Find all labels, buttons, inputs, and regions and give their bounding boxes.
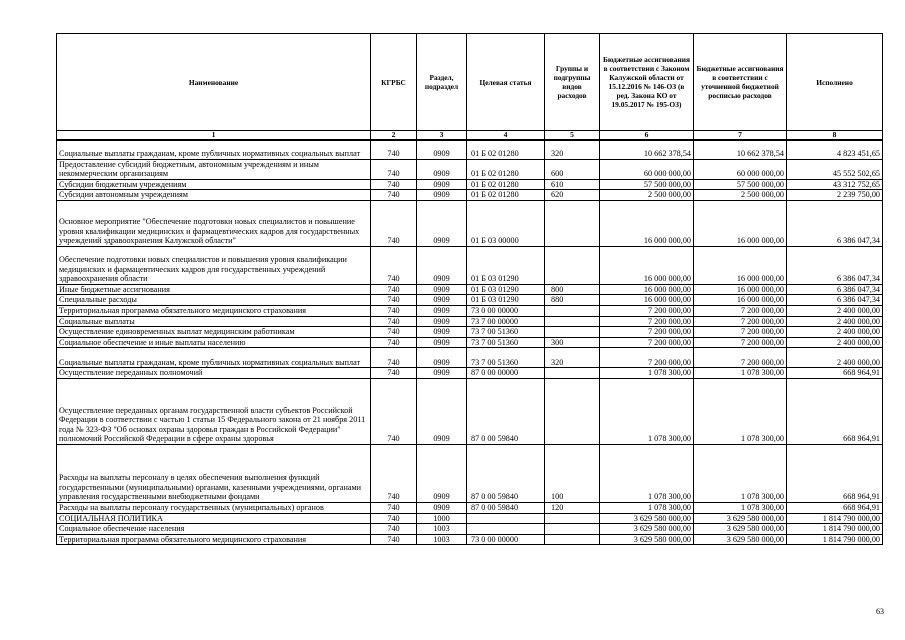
row-name: СОЦИАЛЬНАЯ ПОЛИТИКА [57,513,371,524]
row-section: 0909 [417,445,467,503]
row-name: Социальные выплаты [57,316,371,327]
row-section: 0909 [417,306,467,317]
row-budget-list: 16 000 000,00 [694,284,787,295]
row-kgrbs: 740 [371,246,417,284]
row-target: 01 Б 03 01290 [467,246,545,284]
row-budget-list: 57 500 000,00 [694,179,787,190]
row-executed: 4 823 451,65 [787,140,883,159]
row-executed: 2 400 000,00 [787,316,883,327]
row-target: 01 Б 02 01280 [467,159,545,179]
header-target: Целевая статья [467,34,545,131]
row-budget-law: 1 078 300,00 [600,379,694,445]
column-number-row [57,131,883,141]
row-budget-list: 3 629 580 000,00 [694,524,787,535]
row-name: Социальное обеспечение и иные выплаты населению [57,337,371,348]
row-kgrbs: 740 [371,295,417,306]
header-budget-law: Бюджетные ассигнования в соответствии с Законом Калужской области от 15.12.2016 № 146-ОЗ (в ред. Закона КО от 19.05.2017 № 195-ОЗ) [600,34,694,131]
row-budget-law: 3 629 580 000,00 [600,524,694,535]
row-group [545,513,600,524]
row-name: Социальные выплаты гражданам, кроме публичных нормативных социальных выплат [57,140,371,159]
table-row [57,534,883,545]
table-row [57,140,883,159]
row-executed: 43 312 752,65 [787,179,883,190]
row-budget-law: 7 200 000,00 [600,337,694,348]
row-budget-list: 1 078 300,00 [694,503,787,514]
row-budget-law: 16 000 000,00 [600,295,694,306]
row-section: 0909 [417,348,467,368]
row-target: 01 Б 03 01290 [467,295,545,306]
row-section: 0909 [417,316,467,327]
row-budget-list: 7 200 000,00 [694,327,787,338]
row-section: 0909 [417,200,467,246]
row-name: Территориальная программа обязательного медицинского страхования [57,306,371,317]
row-target: 87 0 00 59840 [467,379,545,445]
row-budget-list: 7 200 000,00 [694,337,787,348]
row-kgrbs: 740 [371,140,417,159]
row-target: 87 0 00 00000 [467,368,545,379]
row-target: 01 Б 02 01280 [467,179,545,190]
row-budget-law: 16 000 000,00 [600,246,694,284]
row-target: 73 7 00 51360 [467,337,545,348]
table-row [57,284,883,295]
row-kgrbs: 740 [371,284,417,295]
column-number: 3 [417,131,467,141]
row-budget-law: 2 500 000,00 [600,190,694,201]
row-group: 100 [545,445,600,503]
row-budget-list: 7 200 000,00 [694,306,787,317]
row-kgrbs: 740 [371,534,417,545]
row-budget-law: 7 200 000,00 [600,327,694,338]
row-budget-list: 3 629 580 000,00 [694,534,787,545]
row-group [545,246,600,284]
row-executed: 1 814 790 000,00 [787,534,883,545]
row-group: 600 [545,159,600,179]
row-section: 0909 [417,140,467,159]
row-group [545,200,600,246]
budget-table-sheet [56,33,882,545]
row-executed: 1 814 790 000,00 [787,524,883,535]
row-kgrbs: 740 [371,348,417,368]
row-group [545,306,600,317]
row-name: Специальные расходы [57,295,371,306]
row-group [545,316,600,327]
table-row [57,159,883,179]
row-executed: 45 552 502,65 [787,159,883,179]
header-executed: Исполнено [787,34,883,131]
row-kgrbs: 740 [371,200,417,246]
row-kgrbs: 740 [371,159,417,179]
row-budget-law: 10 662 378,54 [600,140,694,159]
row-target: 87 0 00 59840 [467,503,545,514]
row-budget-list: 16 000 000,00 [694,246,787,284]
row-target: 01 Б 02 01280 [467,190,545,201]
row-group: 610 [545,179,600,190]
row-budget-law: 60 000 000,00 [600,159,694,179]
page-number: 63 [876,607,884,616]
table-row [57,316,883,327]
row-executed: 6 386 047,34 [787,246,883,284]
table-row [57,327,883,338]
row-name: Предоставление субсидий бюджетным, автономным учреждениям и иным некоммерческим организациям [57,159,371,179]
row-budget-law: 57 500 000,00 [600,179,694,190]
row-group: 320 [545,348,600,368]
row-target [467,513,545,524]
row-executed: 6 386 047,34 [787,295,883,306]
row-budget-list: 1 078 300,00 [694,445,787,503]
column-number: 6 [600,131,694,141]
budget-table [56,33,883,545]
row-name: Обеспечение подготовки новых специалистов и повышения уровня квалификации медицинских и фармацевтических кадров для государственных учреждений здравоохранения области [57,246,371,284]
row-group [545,534,600,545]
row-kgrbs: 740 [371,524,417,535]
row-group: 320 [545,140,600,159]
row-budget-law: 16 000 000,00 [600,284,694,295]
row-budget-law: 3 629 580 000,00 [600,534,694,545]
row-budget-list: 7 200 000,00 [694,316,787,327]
row-target: 01 Б 03 01290 [467,284,545,295]
row-section: 0909 [417,337,467,348]
row-section: 1003 [417,534,467,545]
row-budget-list: 10 662 378,54 [694,140,787,159]
row-budget-list: 2 500 000,00 [694,190,787,201]
row-budget-law: 1 078 300,00 [600,368,694,379]
column-number: 2 [371,131,417,141]
row-kgrbs: 740 [371,316,417,327]
row-target: 01 Б 03 00000 [467,200,545,246]
column-number: 1 [57,131,371,141]
table-row [57,513,883,524]
row-name: Расходы на выплаты персоналу в целях обеспечения выполнения функций государственными (муниципальными) органами, казенными учреждениями, органами управления государственными внебюджетными фондами [57,445,371,503]
row-section: 0909 [417,368,467,379]
row-name: Осуществление переданных полномочий [57,368,371,379]
row-executed: 2 400 000,00 [787,337,883,348]
row-name: Основное мероприятие "Обеспечение подготовки новых специалистов и повышение уровня квалификации медицинских и фармацевтических кадров для государственных учреждений здравоохранения Калужской области" [57,200,371,246]
row-budget-law: 1 078 300,00 [600,503,694,514]
row-section: 1000 [417,513,467,524]
row-group: 800 [545,284,600,295]
row-budget-law: 1 078 300,00 [600,445,694,503]
row-budget-list: 7 200 000,00 [694,348,787,368]
row-name: Субсидии бюджетным учреждениям [57,179,371,190]
row-budget-list: 16 000 000,00 [694,200,787,246]
table-row [57,503,883,514]
row-executed: 2 400 000,00 [787,306,883,317]
row-section: 0909 [417,327,467,338]
header-section: Раздел, подраздел [417,34,467,131]
table-body [57,140,883,545]
table-row [57,368,883,379]
row-executed: 2 400 000,00 [787,327,883,338]
row-executed: 6 386 047,34 [787,284,883,295]
row-name: Субсидии автономным учреждениям [57,190,371,201]
row-section: 1003 [417,524,467,535]
table-row [57,179,883,190]
row-group [545,327,600,338]
row-section: 0909 [417,179,467,190]
row-budget-law: 7 200 000,00 [600,316,694,327]
column-number: 4 [467,131,545,141]
header-budget-list: Бюджетные ассигнования в соответствии с уточненной бюджетной росписью расходов [694,34,787,131]
row-target: 87 0 00 59840 [467,445,545,503]
row-group [545,368,600,379]
row-target: 73 0 00 00000 [467,306,545,317]
row-budget-list: 1 078 300,00 [694,379,787,445]
row-kgrbs: 740 [371,306,417,317]
row-kgrbs: 740 [371,368,417,379]
row-target: 73 7 00 51360 [467,348,545,368]
row-budget-list: 60 000 000,00 [694,159,787,179]
row-group [545,524,600,535]
row-kgrbs: 740 [371,190,417,201]
row-executed: 2 400 000,00 [787,348,883,368]
table-row [57,190,883,201]
row-section: 0909 [417,159,467,179]
table-row [57,306,883,317]
table-row [57,295,883,306]
row-budget-list: 1 078 300,00 [694,368,787,379]
table-row [57,200,883,246]
row-name: Осуществление переданных органам государственной власти субъектов Российской Федерации в соответствии с частью 1 статьи 15 Федерального закона от 21 ноября 2011 года № 323-ФЗ "Об основах охраны здоровья граждан в Российской Федерации" полномочий Российской Федерации в сфере охраны здоровья [57,379,371,445]
row-budget-list: 16 000 000,00 [694,295,787,306]
row-budget-list: 3 629 580 000,00 [694,513,787,524]
row-section: 0909 [417,295,467,306]
column-number: 5 [545,131,600,141]
column-number: 7 [694,131,787,141]
header-name: Наименование [57,34,371,131]
row-executed: 668 964,91 [787,368,883,379]
row-executed: 6 386 047,34 [787,200,883,246]
row-budget-law: 7 200 000,00 [600,348,694,368]
table-row [57,348,883,368]
row-name: Осуществление единовременных выплат медицинским работникам [57,327,371,338]
row-budget-law: 16 000 000,00 [600,200,694,246]
table-header-row [57,34,883,131]
table-row [57,379,883,445]
row-executed: 668 964,91 [787,503,883,514]
row-kgrbs: 740 [371,503,417,514]
row-name: Социальные выплаты гражданам, кроме публичных нормативных социальных выплат [57,348,371,368]
row-group: 120 [545,503,600,514]
row-target [467,524,545,535]
table-row [57,524,883,535]
row-group [545,379,600,445]
row-kgrbs: 740 [371,379,417,445]
row-kgrbs: 740 [371,179,417,190]
table-row [57,337,883,348]
row-group: 300 [545,337,600,348]
header-kgrbs: КГРБС [371,34,417,131]
row-executed: 1 814 790 000,00 [787,513,883,524]
row-executed: 668 964,91 [787,445,883,503]
column-number: 8 [787,131,883,141]
row-section: 0909 [417,379,467,445]
table-row [57,246,883,284]
row-target: 73 0 00 00000 [467,534,545,545]
row-target: 01 Б 02 01280 [467,140,545,159]
row-section: 0909 [417,284,467,295]
row-section: 0909 [417,190,467,201]
row-group: 620 [545,190,600,201]
row-executed: 668 964,91 [787,379,883,445]
row-name: Социальное обеспечение населения [57,524,371,535]
header-group: Группы и подгруппы видов расходов [545,34,600,131]
row-group: 880 [545,295,600,306]
row-budget-law: 3 629 580 000,00 [600,513,694,524]
row-section: 0909 [417,503,467,514]
row-name: Территориальная программа обязательного медицинского страхования [57,534,371,545]
row-kgrbs: 740 [371,445,417,503]
table-row [57,445,883,503]
row-executed: 2 239 750,00 [787,190,883,201]
row-budget-law: 7 200 000,00 [600,306,694,317]
row-kgrbs: 740 [371,327,417,338]
row-name: Иные бюджетные ассигнования [57,284,371,295]
row-section: 0909 [417,246,467,284]
row-kgrbs: 740 [371,337,417,348]
row-name: Расходы на выплаты персоналу государственных (муниципальных) органов [57,503,371,514]
row-target: 73 7 00 51360 [467,327,545,338]
row-target: 73 7 00 00000 [467,316,545,327]
row-kgrbs: 740 [371,513,417,524]
